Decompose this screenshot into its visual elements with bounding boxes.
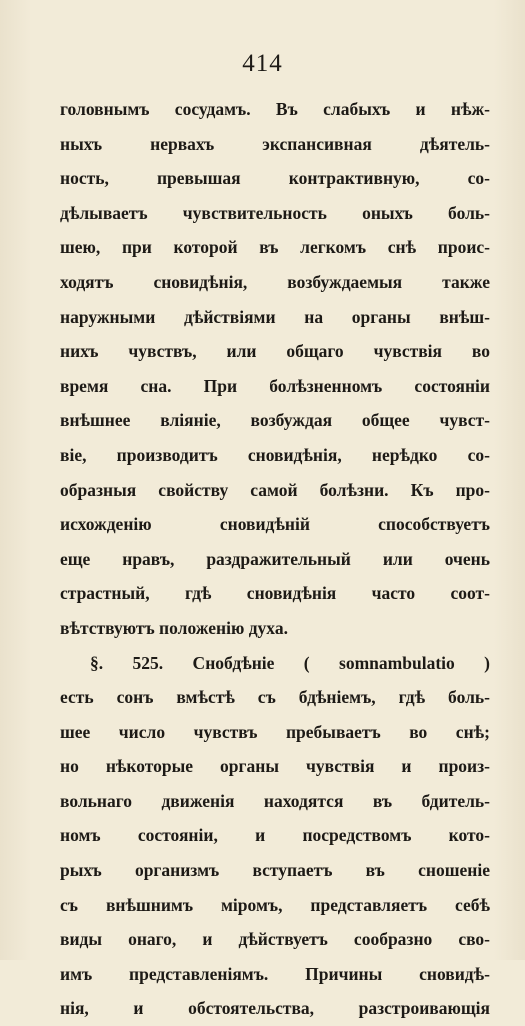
text-line: но нѣкоторые органы чувствія и произ-	[60, 756, 490, 777]
paragraph-end-line: вѣтствуютъ положенію духа.	[60, 617, 288, 638]
text-line: имъ представленіямъ. Причины сновидѣ-	[60, 963, 490, 984]
text-line: номъ состояніи, и посредствомъ кото-	[60, 825, 490, 846]
text-line: ходятъ сновидѣнія, возбуждаемыя также	[60, 271, 490, 292]
text-line: страстный, гдѣ сновидѣнія часто соот-	[60, 583, 490, 604]
text-line: внѣшнее вліяніе, возбуждая общее чувст-	[60, 410, 490, 431]
text-line: ныхъ нервахъ экспансивная дѣятель-	[60, 133, 490, 154]
page-number: 414	[242, 50, 283, 77]
text-line: віе, производитъ сновидѣнія, нерѣдко со-	[60, 444, 490, 465]
text-line: еще нравъ, раздражительный или очень	[60, 548, 490, 569]
text-line: наружными дѣйствіями на органы внѣш-	[60, 306, 490, 327]
text-line: съ внѣшнимъ міромъ, представляетъ себѣ	[60, 894, 490, 915]
text-line: нихъ чувствъ, или общаго чувствія во	[60, 341, 490, 362]
text-line: время сна. При болѣзненномъ состояніи	[60, 375, 490, 396]
text-line: шею, при которой въ легкомъ снѣ проис-	[60, 237, 490, 258]
text-line: образныя свойству самой болѣзни. Къ про-	[60, 479, 490, 500]
text-line: исхожденію сновидѣній способствуетъ	[60, 514, 490, 535]
text-line: нія, и обстоятельства, разстроивающія	[60, 998, 490, 1019]
text-line: вольнаго движенія находятся въ бдитель-	[60, 790, 490, 811]
text-line: головнымъ сосудамъ. Въ слабыхъ и нѣж-	[60, 99, 490, 119]
body-text	[60, 92, 490, 1026]
section-heading-line: §. 525. Снобдѣніе ( somnambulatio )	[90, 652, 490, 673]
text-line: шее число чувствъ пребываетъ во снѣ;	[60, 721, 490, 742]
text-line: ность, превышая контрактивную, со-	[60, 168, 490, 189]
text-line: есть сонъ вмѣстѣ съ бдѣніемъ, гдѣ боль-	[60, 687, 490, 708]
text-line: рыхъ организмъ вступаетъ въ сношеніе	[60, 860, 490, 881]
text-line: виды онаго, и дѣйствуетъ сообразно сво-	[60, 929, 490, 950]
text-line: дѣлываетъ чувствительность оныхъ боль-	[60, 202, 490, 223]
